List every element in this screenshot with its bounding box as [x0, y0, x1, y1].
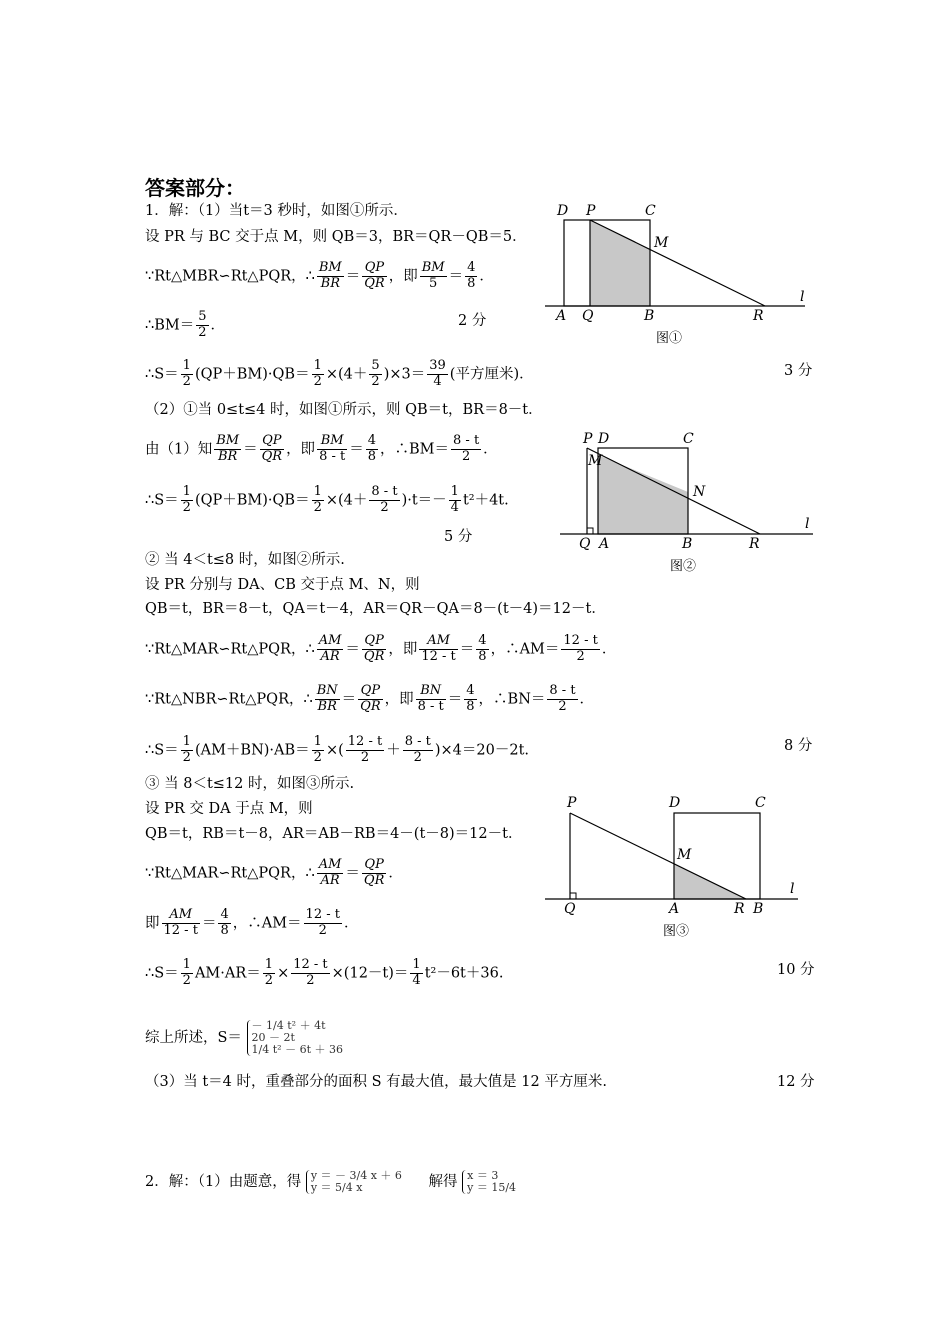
- numerator: 8 - t: [453, 433, 480, 448]
- denominator: 4: [450, 499, 459, 515]
- fraction: [291, 958, 329, 989]
- label-D: D: [669, 795, 681, 811]
- numerator: 8 - t: [549, 683, 576, 698]
- case-3: 1/4 t² － 6t ＋ 36: [251, 1043, 343, 1056]
- denominator: 2: [313, 373, 322, 389]
- figure-2: [555, 424, 830, 576]
- text: ，即: [388, 268, 418, 285]
- piecewise-cases: [247, 1020, 343, 1056]
- figure-1-caption: 图①: [656, 331, 683, 346]
- text: ×: [277, 965, 290, 982]
- fraction: [420, 261, 447, 292]
- denominator: 2: [369, 500, 399, 516]
- text: ．: [483, 441, 498, 458]
- text: ∵Rt△NBR∽Rt△PQR，∴: [145, 691, 313, 708]
- numerator: BN: [420, 683, 442, 698]
- denominator: QR: [364, 275, 385, 291]
- denominator: BR: [214, 449, 241, 465]
- fraction: [260, 434, 284, 465]
- right-angle-mark: [587, 528, 593, 534]
- text: ∵Rt△MBR∽Rt△PQR，∴: [145, 268, 315, 285]
- numerator: 12 - t: [305, 907, 340, 922]
- numerator: 1: [182, 734, 191, 749]
- text: ，∴BN＝: [478, 691, 546, 708]
- numerator: 1: [313, 484, 322, 499]
- line-13: ∵Rt△NBR∽Rt△PQR，∴ $\frac{BN}{BR}$ ＝ $\frac{QP}{QR}$ ，即 $\frac{BN}{8 - t}$ ＝ $\frac{4}{8}$ ，∴BN＝ $\frac{8 - t}{2}$ ．: [145, 683, 595, 714]
- numerator: QP: [364, 857, 384, 872]
- case-2: 20 － 2t: [251, 1031, 295, 1044]
- line-14: [145, 735, 529, 766]
- label-D: D: [557, 203, 569, 219]
- shaded-region: [598, 455, 688, 534]
- fraction: [162, 908, 200, 939]
- score-8: 8 分: [784, 738, 813, 754]
- text: 解得: [428, 1174, 458, 1190]
- label-P: P: [567, 795, 577, 811]
- line-2: 设 PR 与 BC 交于点 M，则 QB＝3，BR＝QR－QB＝5．: [145, 229, 527, 245]
- text: ×(12－t)＝: [331, 965, 409, 982]
- text: ＋: [386, 742, 401, 759]
- fraction: [214, 434, 241, 465]
- denominator: BR: [317, 276, 344, 292]
- numerator: 1: [313, 358, 322, 373]
- line-20: [145, 958, 503, 989]
- numerator: BM: [216, 433, 240, 448]
- fraction: [465, 261, 477, 292]
- denominator: 2: [451, 449, 481, 465]
- numerator: 12 - t: [347, 734, 383, 749]
- text: ∴S＝: [145, 742, 179, 759]
- numerator: 4: [220, 907, 229, 922]
- denominator: 12 - t: [421, 648, 456, 664]
- numerator: AM: [318, 857, 342, 872]
- fraction: [410, 958, 422, 989]
- fraction: [304, 908, 342, 939]
- numerator: BM: [421, 260, 445, 275]
- line-22: （3）当 t＝4 时，重叠部分的面积 S 有最大值，最大值是 12 平方厘米.: [145, 1074, 607, 1090]
- line-4: [145, 310, 225, 341]
- line-15: ③ 当 8＜t≤12 时，如图③所示.: [145, 776, 355, 792]
- fraction: [547, 684, 577, 715]
- solution-system: [462, 1170, 516, 1194]
- label-B: B: [682, 536, 693, 552]
- denominator: 2: [264, 972, 274, 988]
- line-6: （2）①当 0≤t≤4 时，如图①所示，则 QB＝t，BR＝8－t．: [145, 402, 543, 418]
- label-P: P: [586, 203, 596, 219]
- equation-2: y ＝ 5/4 x: [310, 1181, 363, 1194]
- text: 即: [145, 915, 160, 932]
- fraction: [362, 261, 386, 292]
- text: )×4＝20－2t.: [434, 742, 530, 759]
- text: ．: [479, 268, 494, 285]
- denominator: 8: [467, 275, 476, 291]
- denominator: 2: [547, 699, 577, 715]
- fraction: [403, 735, 433, 766]
- fraction: [196, 310, 208, 341]
- text: ，即: [286, 441, 316, 458]
- text: ．: [388, 865, 403, 882]
- text: (平方厘米)．: [449, 366, 534, 383]
- numerator: 1: [313, 734, 322, 749]
- text: AM·AR＝: [194, 965, 261, 982]
- numerator: QP: [364, 633, 384, 648]
- denominator: 8: [466, 698, 475, 714]
- solution-1: x ＝ 3: [467, 1169, 499, 1182]
- text: ∵Rt△MAR∽Rt△PQR，∴: [145, 865, 315, 882]
- figure-3-caption: 图③: [663, 924, 690, 939]
- label-M: M: [677, 847, 692, 863]
- label-Q: Q: [582, 308, 594, 324]
- denominator: 8: [220, 922, 229, 938]
- figure-3: [540, 788, 830, 942]
- label-l: l: [790, 881, 795, 897]
- denominator: 2: [313, 749, 322, 765]
- score-2: 2 分: [458, 313, 487, 329]
- numerator: AM: [318, 633, 342, 648]
- text: 综上所述，S＝: [145, 1030, 242, 1046]
- fraction: [358, 684, 382, 715]
- text: ，∴AM＝: [232, 915, 302, 932]
- text: (QP＋BM)·QB＝: [194, 492, 310, 509]
- line-9: ② 当 4＜t≤8 时，如图②所示.: [145, 552, 345, 568]
- denominator: 2: [182, 972, 191, 988]
- label-R: R: [753, 308, 764, 324]
- line-21: [145, 1020, 343, 1056]
- label-B: B: [644, 308, 655, 324]
- text: ∴BM＝: [145, 317, 195, 334]
- score-10: 10 分: [777, 962, 815, 978]
- text: ，∴BM＝: [380, 441, 450, 458]
- denominator: QR: [363, 648, 385, 664]
- numerator: 5: [198, 309, 207, 324]
- fraction: [218, 908, 230, 939]
- label-C: C: [645, 203, 656, 219]
- numerator: 12 - t: [293, 957, 328, 972]
- denominator: 2: [313, 499, 322, 515]
- line-17: QB＝t，RB＝t－8，AR＝AB－RB＝4－(t－8)＝12－t．: [145, 826, 523, 842]
- text: ，即: [384, 691, 414, 708]
- text: ∴S＝: [145, 366, 179, 383]
- numerator: 1: [412, 957, 421, 972]
- numerator: BM: [318, 260, 342, 275]
- label-M: M: [588, 453, 603, 469]
- line-3: ∵Rt△MBR∽Rt△PQR，∴ $\frac{BM}{BR}$ ＝ $\frac{QP}{QR}$ ，即 $\frac{BM}{5}$ ＝ $\frac{4}{8}$ ．: [145, 260, 494, 291]
- segment-pr: [570, 813, 746, 899]
- fraction: [317, 261, 344, 292]
- text: ，即: [388, 641, 418, 658]
- denominator: 12 - t: [163, 922, 198, 938]
- fraction: [181, 958, 193, 989]
- fraction: [369, 359, 381, 390]
- text: ∴S＝: [145, 492, 179, 509]
- line-5: [145, 359, 534, 390]
- text: ∵Rt△MAR∽Rt△PQR，∴: [145, 641, 315, 658]
- denominator: AR: [317, 649, 344, 665]
- label-Q: Q: [579, 536, 591, 552]
- line-1: 1．解：（1）当t＝3 秒时，如图①所示．: [145, 203, 408, 219]
- label-l: l: [805, 516, 810, 532]
- score-3: 3 分: [784, 363, 813, 379]
- label-P: P: [583, 431, 593, 447]
- text: )·t＝－: [401, 492, 447, 509]
- line-10: 设 PR 分别与 DA、CB 交于点 M、N，则: [145, 577, 420, 593]
- denominator: QR: [261, 448, 283, 464]
- fraction: [427, 359, 448, 390]
- line-7: 由（1）知 $\frac{BM}{BR}$ ＝ $\frac{QP}{QR}$ ，即 $\frac{BM}{8 - t}$ ＝ $\frac{4}{8}$ ，∴BM＝ $\frac{8 - t}{2}$ ．: [145, 433, 498, 464]
- numerator: 4: [478, 633, 487, 648]
- label-N: N: [693, 484, 706, 500]
- denominator: 2: [371, 373, 380, 389]
- fraction: [346, 735, 384, 766]
- equation-system: [306, 1170, 402, 1194]
- denominator: 2: [291, 973, 329, 989]
- numerator: 1: [182, 484, 191, 499]
- denominator: 2: [561, 649, 599, 665]
- denominator: 8: [367, 448, 376, 464]
- fraction: [419, 634, 457, 665]
- numerator: 1: [182, 358, 191, 373]
- text: ×(4＋: [325, 492, 368, 509]
- label-C: C: [683, 431, 694, 447]
- label-B: B: [753, 901, 764, 917]
- fraction: [317, 634, 344, 665]
- case-1: － 1/4 t² ＋ 4t: [251, 1019, 326, 1032]
- fraction: [263, 958, 275, 989]
- label-C: C: [755, 795, 766, 811]
- text: t²＋4t.: [462, 492, 509, 509]
- text: ，∴AM＝: [490, 641, 560, 658]
- numerator: QP: [262, 433, 282, 448]
- numerator: 1: [182, 957, 191, 972]
- text: 2．解：（1）由题意，得: [145, 1174, 302, 1190]
- numerator: 12 - t: [563, 633, 598, 648]
- fraction: [362, 858, 386, 889]
- denominator: 2: [182, 749, 191, 765]
- fraction: [449, 485, 461, 516]
- fraction: [181, 485, 193, 516]
- text: ．: [343, 915, 359, 932]
- numerator: QP: [364, 260, 385, 275]
- fraction: [416, 684, 446, 715]
- fraction: [366, 434, 378, 465]
- fraction: [451, 434, 481, 465]
- numerator: 8 - t: [404, 734, 431, 749]
- fraction: [561, 634, 599, 665]
- text: ．: [579, 691, 595, 708]
- figure-1: [540, 196, 830, 352]
- numerator: 1: [264, 957, 274, 972]
- line-18: ∵Rt△MAR∽Rt△PQR，∴ $\frac{AM}{AR}$ ＝ $\frac{QP}{QR}$ ．: [145, 857, 403, 888]
- denominator: QR: [363, 872, 385, 888]
- fraction: [369, 485, 399, 516]
- fraction: [362, 634, 386, 665]
- numerator: 39: [429, 358, 446, 373]
- figure-2-caption: 图②: [670, 559, 697, 574]
- denominator: 2: [182, 373, 191, 389]
- numerator: QP: [360, 683, 381, 698]
- fraction: [312, 485, 324, 516]
- label-D: D: [598, 431, 610, 447]
- numerator: 4: [367, 433, 376, 448]
- section-title: 答案部分：: [145, 176, 245, 200]
- denominator: 4: [412, 972, 421, 988]
- shaded-region: [590, 220, 650, 306]
- fraction: [464, 684, 476, 715]
- fraction: [317, 434, 347, 465]
- denominator: 4: [427, 374, 448, 390]
- equation-1: y ＝ － 3/4 x ＋ 6: [310, 1169, 402, 1182]
- text: (QP＋BM)·QB＝: [194, 366, 310, 383]
- denominator: 8 - t: [417, 698, 444, 714]
- denominator: 2: [346, 750, 384, 766]
- text: ×(: [325, 742, 344, 759]
- denominator: 2: [182, 499, 191, 515]
- label-A: A: [556, 308, 567, 324]
- score-5: 5 分: [444, 529, 473, 545]
- fraction: [181, 735, 193, 766]
- text: )×3＝: [383, 366, 426, 383]
- fraction: [476, 634, 488, 665]
- label-Q: Q: [564, 901, 576, 917]
- text: ．: [601, 641, 617, 658]
- fraction: [312, 735, 324, 766]
- denominator: 8: [478, 648, 487, 664]
- label-R: R: [734, 901, 745, 917]
- text: ．: [210, 317, 226, 334]
- numerator: 1: [450, 484, 459, 499]
- solution-2: y ＝ 15/4: [467, 1181, 517, 1194]
- score-12: 12 分: [777, 1074, 815, 1090]
- text: t²－6t＋36.: [424, 965, 504, 982]
- right-angle-mark: [570, 893, 576, 899]
- numerator: 8 - t: [371, 484, 398, 499]
- line-8: [145, 485, 509, 516]
- label-A: A: [669, 901, 680, 917]
- line-12: ∵Rt△MAR∽Rt△PQR，∴ $\frac{AM}{AR}$ ＝ $\frac{QP}{QR}$ ，即 $\frac{AM}{12 - t}$ ＝ $\frac{4}{8}$ ，∴AM＝ $\frac{12 - t}{2}$ ．: [145, 633, 617, 664]
- numerator: BM: [320, 433, 344, 448]
- text: (AM＋BN)·AB＝: [194, 742, 310, 759]
- label-l: l: [800, 289, 805, 305]
- numerator: AM: [169, 907, 193, 922]
- fraction: [317, 858, 344, 889]
- denominator: QR: [360, 698, 381, 714]
- numerator: AM: [427, 633, 450, 648]
- line-11: QB＝t，BR＝8－t，QA＝t－4，AR＝QR－QA＝8－(t－4)＝12－t．: [145, 601, 606, 617]
- numerator: BN: [316, 683, 338, 698]
- fraction: [181, 359, 193, 390]
- denominator: 2: [403, 750, 433, 766]
- fraction: [315, 684, 340, 715]
- label-R: R: [749, 536, 760, 552]
- denominator: 2: [304, 923, 342, 939]
- denominator: AR: [317, 873, 344, 889]
- text: ×(4＋: [325, 366, 368, 383]
- label-M: M: [654, 235, 669, 251]
- text: 由（1）知: [145, 441, 213, 458]
- denominator: 2: [198, 324, 207, 340]
- text: ∴S＝: [145, 965, 179, 982]
- label-A: A: [599, 536, 610, 552]
- numerator: 5: [371, 358, 380, 373]
- denominator: 8 - t: [319, 448, 346, 464]
- denominator: BR: [315, 699, 340, 715]
- numerator: 4: [466, 683, 475, 698]
- denominator: 5: [420, 276, 447, 292]
- line-16: 设 PR 交 DA 于点 M，则: [145, 801, 313, 817]
- fraction: [312, 359, 324, 390]
- line-19: 即 $\frac{AM}{12 - t}$ ＝ $\frac{4}{8}$ ，∴AM＝ $\frac{12 - t}{2}$ ．: [145, 907, 359, 938]
- p2-line-1: [145, 1170, 516, 1194]
- numerator: 4: [467, 260, 476, 275]
